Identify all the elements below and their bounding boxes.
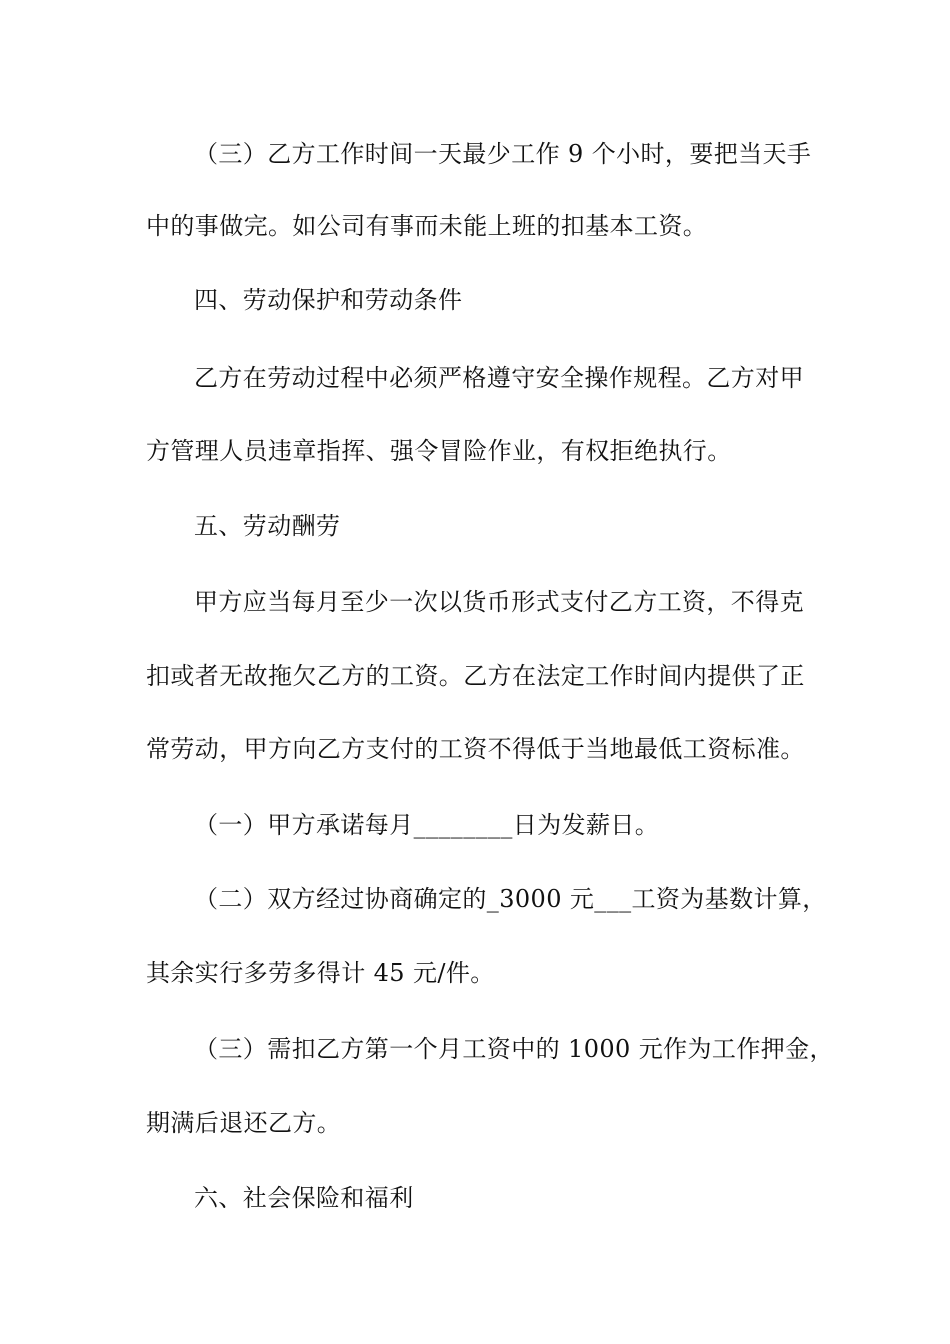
paragraph-line: 常劳动，甲方向乙方支付的工资不得低于当地最低工资标准。 — [146, 735, 805, 763]
paragraph-line: 中的事做完。如公司有事而未能上班的扣基本工资。 — [146, 212, 708, 240]
paragraph-line: 方管理人员违章指挥、强令冒险作业，有权拒绝执行。 — [146, 437, 732, 465]
paragraph-line: 甲方应当每月至少一次以货币形式支付乙方工资，不得克 — [194, 588, 804, 616]
paragraph-line: 扣或者无故拖欠乙方的工资。乙方在法定工作时间内提供了正 — [146, 662, 805, 690]
paragraph-line: 期满后退还乙方。 — [146, 1109, 342, 1137]
section-heading: 六、社会保险和福利 — [194, 1184, 414, 1212]
section-heading: 四、劳动保护和劳动条件 — [194, 286, 463, 314]
paragraph-line: （二）双方经过协商确定的_3000 元___工资为基数计算， — [194, 885, 827, 913]
section-heading: 五、劳动酬劳 — [194, 512, 341, 540]
paragraph-line: 其余实行多劳多得计 45 元/件。 — [146, 959, 495, 987]
paragraph-line: （三）需扣乙方第一个月工资中的 1000 元作为工作押金， — [194, 1035, 834, 1063]
paragraph-line: （三）乙方工作时间一天最少工作 9 个小时，要把当天手 — [194, 140, 812, 168]
paragraph-line: 乙方在劳动过程中必须严格遵守安全操作规程。乙方对甲 — [194, 364, 804, 392]
paragraph-line: （一）甲方承诺每月________日为发薪日。 — [194, 811, 660, 839]
